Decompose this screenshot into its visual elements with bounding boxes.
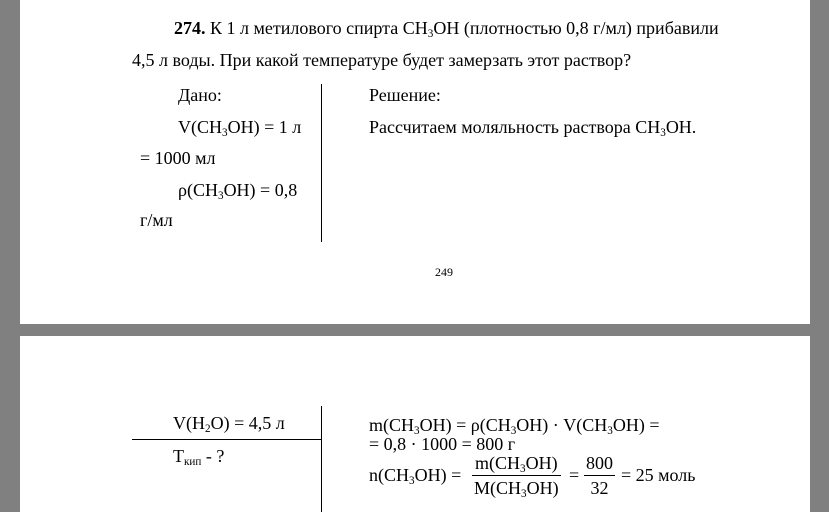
equation-moles-lhs: $n(CH_3OH)$ = <box>369 465 462 487</box>
find-boiling-temperature: $T_{кип}$ - ? <box>173 446 225 468</box>
solution-label: Решение: <box>369 85 441 105</box>
fraction-bar <box>472 475 561 476</box>
given-volume-water: $V(H_2O) = 4,5$ л <box>173 413 285 435</box>
equation-mass-line2: = 0,8 · 1000 = 800 г <box>369 434 516 454</box>
given-volume-methanol: $V(CH_3OH) = 1$ л <box>178 117 302 139</box>
fraction-800-over-32: 800 32 <box>586 453 613 498</box>
document-page-1 <box>20 0 810 324</box>
given-label: Дано: <box>178 85 222 105</box>
page-number: 249 <box>435 265 453 279</box>
fraction-mass-over-molar-mass: $m(CH_3OH)$ $M(CH_3OH)$ <box>474 453 559 500</box>
problem-number: 274. <box>174 18 206 38</box>
given-density-methanol: $\rho(CH_3OH) = 0,8$ <box>178 180 298 202</box>
given-solution-divider <box>321 84 322 242</box>
equation-moles-result: = 25 моль <box>621 465 696 485</box>
fraction-bar <box>584 475 615 476</box>
given-density-continuation: г/мл <box>140 210 173 230</box>
given-volume-continuation: = 1000 мл <box>140 148 216 168</box>
given-solution-divider-2 <box>321 406 322 512</box>
solution-text: Рассчитаем моляльность раствора $CH_3OH$. <box>369 117 697 139</box>
document-page-2 <box>20 336 810 512</box>
given-find-separator <box>132 439 322 440</box>
problem-statement-line1: 274. К 1 л метилового спирта $CH_3OH$ (плотностью 0,8 г/мл) прибавили <box>174 18 719 40</box>
problem-statement-line2: 4,5 л воды. При какой температуре будет замерзать этот раствор? <box>132 50 632 70</box>
equals-sign: = <box>569 465 580 485</box>
equation-mass-line1: $m(CH_3OH) = \rho(CH_3OH) \cdot V(CH_3OH)$ = <box>369 415 660 437</box>
